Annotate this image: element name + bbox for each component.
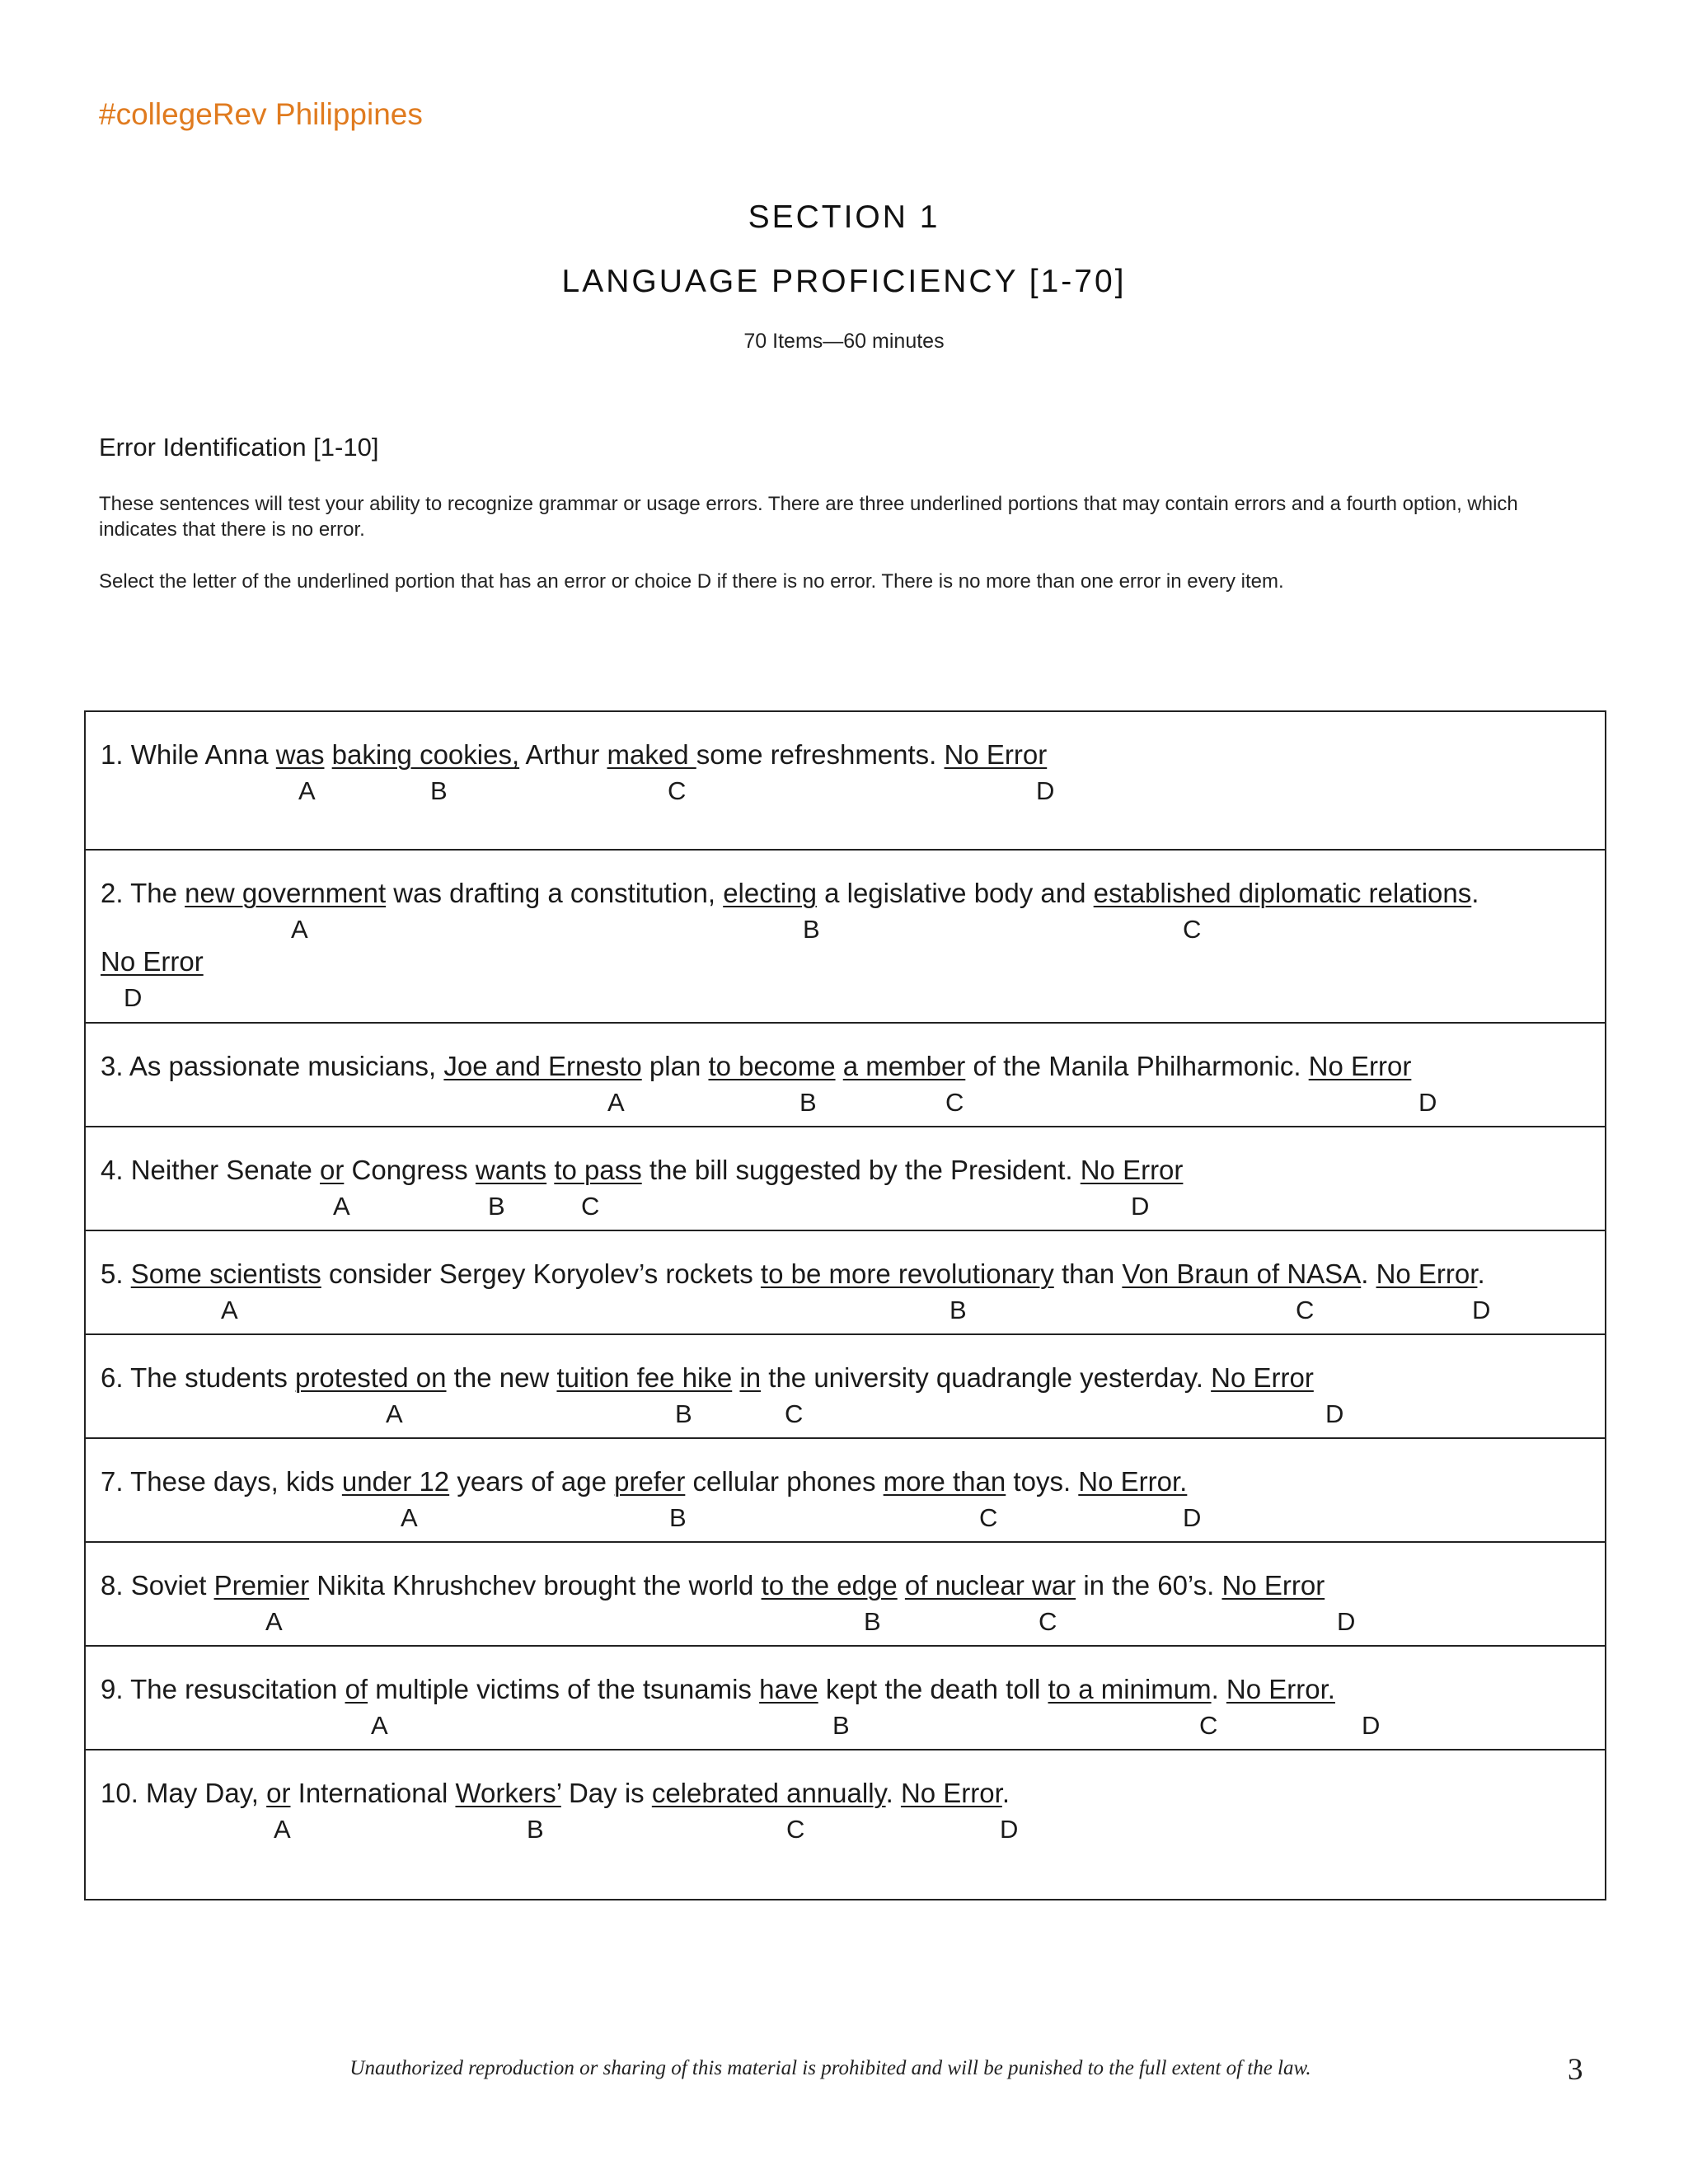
- sentence-text: .: [1471, 878, 1479, 908]
- option-letter-a: A: [333, 1192, 350, 1221]
- question-sentence: [101, 1361, 1314, 1394]
- option-letter-a: A: [265, 1607, 283, 1636]
- sentence-text: consider Sergey Koryolev’s rockets: [321, 1258, 761, 1289]
- sentence-text: kept the death toll: [818, 1674, 1048, 1704]
- option-letter-c: C: [785, 1399, 804, 1428]
- sentence-text: cellular phones: [685, 1466, 884, 1497]
- underlined-option[interactable]: established diplomatic relations: [1093, 878, 1472, 908]
- option-letter-a: A: [298, 776, 316, 805]
- sentence-text: 1. While Anna: [101, 739, 276, 770]
- underlined-option[interactable]: No Error: [944, 739, 1048, 770]
- underlined-option[interactable]: under 12: [341, 1466, 450, 1497]
- option-letter-b: B: [864, 1607, 881, 1636]
- questions-table: [84, 710, 1606, 1900]
- underlined-option[interactable]: No Error: [900, 1778, 1002, 1808]
- option-letter-c: C: [668, 776, 687, 805]
- sentence-text: than: [1053, 1258, 1123, 1289]
- question-row: [86, 1024, 1605, 1127]
- sentence-text: 2. The: [101, 878, 185, 908]
- question-row: [86, 1750, 1605, 1900]
- underlined-option[interactable]: protested on: [295, 1362, 447, 1393]
- sentence-text: .: [1477, 1258, 1485, 1289]
- question-row: [86, 1543, 1605, 1647]
- question-sentence: [101, 1154, 1183, 1187]
- sentence-text: Arthur: [519, 739, 607, 770]
- copyright-footer: Unauthorized reproduction or sharing of this material is prohibited and will be punished to the full extent of the law.: [349, 2057, 1311, 2079]
- sentence-text: International: [290, 1778, 456, 1808]
- part-title: Error Identification [1-10]: [99, 433, 379, 462]
- option-letter-a: A: [274, 1815, 291, 1844]
- option-letter-b: B: [430, 776, 448, 805]
- underlined-option[interactable]: Von Braun of NASA: [1122, 1258, 1362, 1289]
- section-subtitle: LANGUAGE PROFICIENCY [1-70]: [561, 264, 1127, 299]
- sentence-text: Day is: [560, 1778, 652, 1808]
- sentence-text: multiple victims of the tsunamis: [368, 1674, 760, 1704]
- sentence-text: Nikita Khrushchev brought the world: [309, 1570, 762, 1601]
- underlined-option[interactable]: to a minimum: [1048, 1674, 1212, 1704]
- underlined-option[interactable]: No Error: [101, 946, 204, 977]
- underlined-option[interactable]: No Error: [1211, 1362, 1314, 1393]
- underlined-option[interactable]: in: [739, 1362, 762, 1393]
- option-letter-a: A: [401, 1503, 418, 1532]
- underlined-option[interactable]: to the edge: [761, 1570, 898, 1601]
- underlined-option[interactable]: to be more revolutionary: [760, 1258, 1054, 1289]
- option-letter-b: B: [488, 1192, 505, 1221]
- question-sentence: [101, 1777, 1010, 1810]
- question-row: [86, 1335, 1605, 1439]
- option-letter-b: B: [950, 1296, 967, 1324]
- underlined-option[interactable]: No Error.: [1078, 1466, 1188, 1497]
- sentence-text: 4. Neither Senate: [101, 1155, 320, 1185]
- underlined-option[interactable]: No Error.: [1226, 1674, 1335, 1704]
- option-letter-c: C: [1199, 1711, 1218, 1740]
- sentence-text: the university quadrangle yesterday.: [761, 1362, 1212, 1393]
- underlined-option[interactable]: baking cookies,: [331, 739, 520, 770]
- option-letter-b: B: [675, 1399, 692, 1428]
- option-letter-a: A: [291, 915, 308, 944]
- option-letter-d: D: [1325, 1399, 1344, 1428]
- option-letter-a: A: [221, 1296, 238, 1324]
- sentence-text: in the 60’s.: [1076, 1570, 1222, 1601]
- question-row: [86, 1647, 1605, 1750]
- question-sentence: [101, 1569, 1325, 1602]
- sentence-text: 5.: [101, 1258, 131, 1289]
- question-sentence: [101, 877, 1479, 910]
- sentence-text: 9. The resuscitation: [101, 1674, 345, 1704]
- underlined-option[interactable]: No Error: [1080, 1155, 1184, 1185]
- option-letter-d: D: [1183, 1503, 1202, 1532]
- sentence-text: .: [1001, 1778, 1010, 1808]
- option-letter-d: D: [1337, 1607, 1356, 1636]
- underlined-option[interactable]: Premier: [213, 1570, 310, 1601]
- option-letter-a: A: [607, 1088, 625, 1117]
- underlined-option[interactable]: a member: [842, 1051, 966, 1081]
- sentence-text: .: [885, 1778, 901, 1808]
- question-row: [86, 1231, 1605, 1335]
- sentence-text: 3. As passionate musicians,: [101, 1051, 444, 1081]
- underlined-option[interactable]: No Error: [1308, 1051, 1412, 1081]
- question-sentence: [101, 1673, 1335, 1706]
- underlined-option[interactable]: maked: [607, 739, 696, 770]
- underlined-option[interactable]: tuition fee hike: [556, 1362, 733, 1393]
- sentence-text: [546, 1155, 554, 1185]
- underlined-option[interactable]: more than: [883, 1466, 1006, 1497]
- underlined-option[interactable]: of: [345, 1674, 368, 1704]
- items-note: 70 Items—60 minutes: [743, 330, 945, 353]
- sentence-text: 7. These days, kids: [101, 1466, 342, 1497]
- underlined-option[interactable]: celebrated annually: [651, 1778, 886, 1808]
- question-row: [86, 1439, 1605, 1543]
- underlined-option[interactable]: prefer: [614, 1466, 686, 1497]
- option-letter-d: D: [1472, 1296, 1491, 1324]
- sentence-text: of the Manila Philharmonic.: [965, 1051, 1309, 1081]
- option-letter-d: D: [1131, 1192, 1150, 1221]
- instructions-paragraph-2: Select the letter of the underlined portion that has an error or choice D if there is no error. There is no more than one error in every item.: [99, 570, 1284, 593]
- sentence-text: [324, 739, 331, 770]
- underlined-option[interactable]: to become: [708, 1051, 836, 1081]
- option-letter-d: D: [124, 983, 143, 1012]
- sentence-text: .: [1361, 1258, 1376, 1289]
- sentence-text: the bill suggested by the President.: [641, 1155, 1081, 1185]
- instructions-paragraph-1: These sentences will test your ability to recognize grammar or usage errors. There are three underlined portions that may contain errors and a fourth option, which indicates that there is no error.: [99, 493, 1518, 541]
- sentence-text: plan: [641, 1051, 709, 1081]
- option-letter-d: D: [1362, 1711, 1381, 1740]
- sentence-text: [836, 1051, 843, 1081]
- sentence-text: Congress: [344, 1155, 476, 1185]
- section-title: SECTION 1: [748, 199, 940, 235]
- underlined-option[interactable]: or: [320, 1155, 345, 1185]
- sentence-text: .: [1211, 1674, 1226, 1704]
- option-letter-d: D: [1000, 1815, 1019, 1844]
- option-letter-b: B: [669, 1503, 687, 1532]
- question-sentence: [101, 1465, 1187, 1498]
- underlined-option[interactable]: No Error: [1221, 1570, 1325, 1601]
- option-letter-b: B: [527, 1815, 544, 1844]
- question-sentence: [101, 1258, 1485, 1291]
- option-letter-b: B: [832, 1711, 850, 1740]
- sentence-text: [898, 1570, 905, 1601]
- option-letter-c: C: [1039, 1607, 1057, 1636]
- option-letter-d: D: [1036, 776, 1055, 805]
- option-letter-b: B: [803, 915, 820, 944]
- sentence-text: some refreshments.: [696, 739, 945, 770]
- underlined-option[interactable]: Joe and Ernesto: [443, 1051, 642, 1081]
- question-row: [86, 712, 1605, 851]
- underlined-option[interactable]: new government: [185, 878, 387, 908]
- sentence-text: 6. The students: [101, 1362, 296, 1393]
- underlined-option[interactable]: to pass: [554, 1155, 642, 1185]
- sentence-text: was drafting a constitution,: [386, 878, 724, 908]
- option-letter-c: C: [581, 1192, 600, 1221]
- question-sentence: [101, 945, 204, 978]
- underlined-option[interactable]: electing: [723, 878, 817, 908]
- underlined-option[interactable]: or: [266, 1778, 291, 1808]
- page-number: 3: [1568, 2053, 1583, 2087]
- option-letter-c: C: [979, 1503, 998, 1532]
- question-sentence: [101, 738, 1047, 771]
- underlined-option[interactable]: have: [759, 1674, 818, 1704]
- question-row: [86, 851, 1605, 1024]
- sentence-text: 8. Soviet: [101, 1570, 214, 1601]
- underlined-option[interactable]: No Error: [1376, 1258, 1478, 1289]
- option-letter-c: C: [1296, 1296, 1315, 1324]
- option-letter-d: D: [1418, 1088, 1437, 1117]
- underlined-option[interactable]: Workers’: [455, 1778, 561, 1808]
- option-letter-a: A: [371, 1711, 388, 1740]
- sentence-text: the new: [446, 1362, 557, 1393]
- option-letter-c: C: [786, 1815, 805, 1844]
- question-row: [86, 1127, 1605, 1231]
- underlined-option[interactable]: wants: [475, 1155, 547, 1185]
- option-letter-c: C: [1183, 915, 1202, 944]
- option-letter-b: B: [799, 1088, 817, 1117]
- underlined-option[interactable]: was: [275, 739, 325, 770]
- option-letter-c: C: [945, 1088, 964, 1117]
- sentence-text: toys.: [1006, 1466, 1079, 1497]
- question-sentence: [101, 1050, 1411, 1083]
- underlined-option[interactable]: of nuclear war: [904, 1570, 1076, 1601]
- sentence-text: a legislative body and: [816, 878, 1094, 908]
- sentence-text: 10. May Day,: [101, 1778, 267, 1808]
- option-letter-a: A: [386, 1399, 403, 1428]
- sentence-text: years of age: [449, 1466, 615, 1497]
- underlined-option[interactable]: Some scientists: [130, 1258, 321, 1289]
- brand-header: #collegeRev Philippines: [99, 97, 423, 131]
